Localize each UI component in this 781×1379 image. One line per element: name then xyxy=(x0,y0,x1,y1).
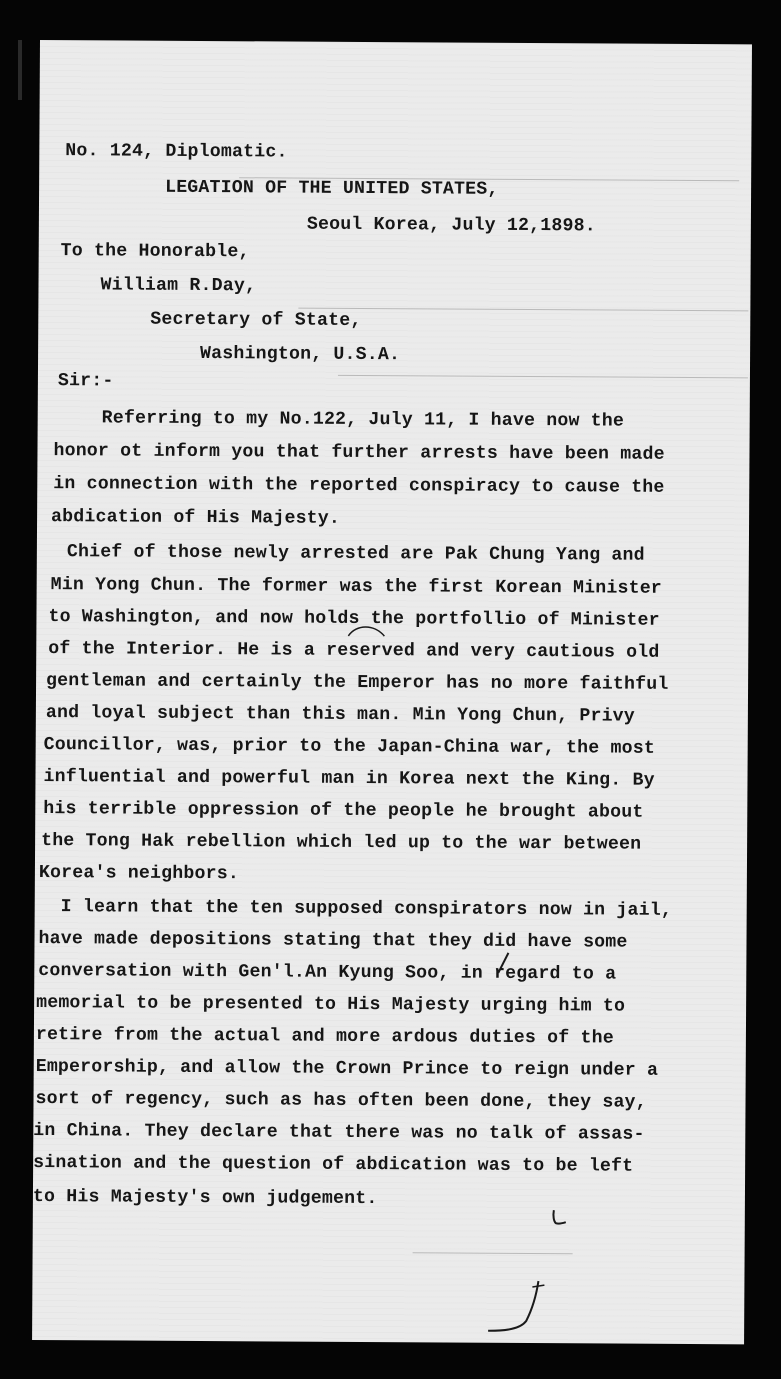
legation-heading: LEGATION OF THE UNITED STATES, xyxy=(165,177,499,200)
body-line: Korea's neighbors. xyxy=(38,863,240,885)
place-date: Seoul Korea, July 12,1898. xyxy=(306,214,596,237)
body-line: conversation with Gen'l.An Kyung Soo, in regard to a xyxy=(38,961,617,985)
body-line: gentleman and certainly the Emperor has no more faithful xyxy=(46,671,669,695)
letter-sheet xyxy=(32,40,752,1344)
paper-rule xyxy=(298,308,748,312)
body-line: to Washington, and now holds the portfollio of Minister xyxy=(48,607,660,631)
body-line: I learn that the ten supposed conspirators now in jail, xyxy=(60,897,673,921)
correction-slash-mark xyxy=(492,951,512,977)
body-line: honor ot inform you that further arrests have been made xyxy=(53,441,665,465)
body-line: to His Majesty's own judgement. xyxy=(32,1186,378,1210)
body-line: in connection with the reported conspiracy to cause the xyxy=(53,474,665,498)
body-line: have made depositions stating that they did have some xyxy=(38,929,628,953)
body-line: Chief of those newly arrested are Pak Chung Yang and xyxy=(66,542,645,566)
body-line: the Tong Hak rebellion which led up to the war between xyxy=(41,831,642,855)
handwritten-flourish-mark xyxy=(484,1277,554,1337)
body-line: abdication of His Majesty. xyxy=(51,507,341,529)
body-line: memorial to be presented to His Majesty urging him to xyxy=(36,992,626,1017)
handwritten-tick-mark xyxy=(551,1208,571,1228)
body-line: influential and powerful man in Korea next the King. By xyxy=(43,767,655,791)
body-line: his terrible oppression of the people he brought about xyxy=(43,799,644,823)
body-line: in China. They declare that there was no talk of assas- xyxy=(33,1120,645,1145)
body-line: of the Interior. He is a reserved and very cautious old xyxy=(48,639,660,663)
body-line: sination and the question of abdication was to be left xyxy=(33,1152,634,1177)
body-line: and loyal subject than this man. Min Yong Chun, Privy xyxy=(45,703,636,727)
salutation: Sir:- xyxy=(57,371,114,392)
addressee-line: To the Honorable, xyxy=(60,241,250,263)
addressee-line: William R.Day, xyxy=(100,275,257,297)
body-line: retire from the actual and more ardous duties of the xyxy=(35,1024,614,1049)
body-line: sort of regency, such as has often been done, they say, xyxy=(35,1088,647,1113)
body-line: Councillor, was, prior to the Japan-China war, the most xyxy=(43,735,656,759)
correction-arc-mark xyxy=(346,622,386,640)
body-line: Min Yong Chun. The former was the first Korean Minister xyxy=(50,575,663,599)
paper-rule xyxy=(413,1252,573,1254)
addressee-line: Secretary of State, xyxy=(150,309,362,331)
addressee-line: Washington, U.S.A. xyxy=(200,343,401,366)
body-line: Emperorship, and allow the Crown Prince to reign under a xyxy=(35,1056,659,1081)
body-line: Referring to my No.122, July 11, I have now the xyxy=(101,408,625,432)
letter-number: No. 124, Diplomatic. xyxy=(65,141,288,163)
paper-rule xyxy=(338,375,748,379)
film-edge-mark xyxy=(18,40,22,100)
